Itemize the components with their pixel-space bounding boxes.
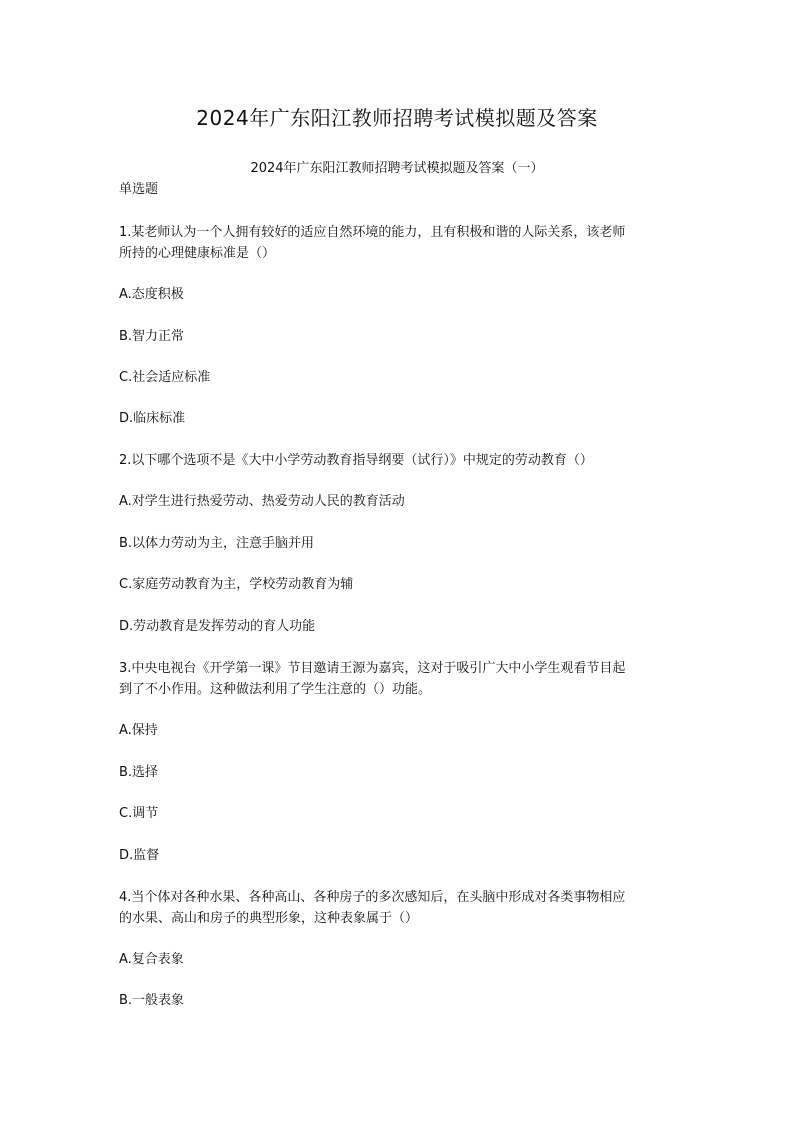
document-title: 2024年广东阳江教师招聘考试模拟题及答案 xyxy=(196,106,598,130)
question-2-option-c: C.家庭劳动教育为主，学校劳动教育为辅 xyxy=(119,577,354,592)
question-2-option-b: B.以体力劳动为主，注意手脑并用 xyxy=(119,536,315,551)
question-2-option-a: A.对学生进行热爱劳动、热爱劳动人民的教育活动 xyxy=(119,494,405,509)
question-3-line-2: 到了不小作用。这种做法利用了学生注意的（）功能。 xyxy=(119,682,432,697)
question-3-option-d: D.监督 xyxy=(119,848,160,863)
question-3-option-b: B.选择 xyxy=(119,765,159,780)
question-3-line-1: 3.中央电视台《开学第一课》节目邀请王源为嘉宾，这对于吸引广大中小学生观看节目起 xyxy=(119,661,626,676)
question-3-option-c: C.调节 xyxy=(119,806,159,821)
question-1-line-1: 1.某老师认为一个人拥有较好的适应自然环境的能力，且有积极和谐的人际关系，该老师 xyxy=(119,225,626,240)
question-4-line-1: 4.当个体对各种水果、各种高山、各种房子的多次感知后，在头脑中形成对各类事物相应 xyxy=(119,890,626,905)
question-2-line-1: 2.以下哪个选项不是《大中小学劳动教育指导纲要（试行）》中规定的劳动教育（） xyxy=(119,453,593,468)
question-1-option-a: A.态度积极 xyxy=(119,287,184,302)
question-3-option-a: A.保持 xyxy=(119,723,158,738)
question-4-option-a: A.复合表象 xyxy=(119,952,184,967)
question-4-line-2: 的水果、高山和房子的典型形象，这种表象属于（） xyxy=(119,911,419,926)
question-1-line-2: 所持的心理健康标准是（） xyxy=(119,246,276,261)
document-subtitle: 2024年广东阳江教师招聘考试模拟题及答案（一） xyxy=(250,161,544,176)
question-2-option-d: D.劳动教育是发挥劳动的育人功能 xyxy=(119,619,316,634)
question-1-option-b: B.智力正常 xyxy=(119,329,185,344)
question-1-option-c: C.社会适应标准 xyxy=(119,370,211,385)
question-4-option-b: B.一般表象 xyxy=(119,993,185,1008)
section-heading: 单选题 xyxy=(119,182,159,197)
question-1-option-d: D.临床标准 xyxy=(119,411,186,426)
